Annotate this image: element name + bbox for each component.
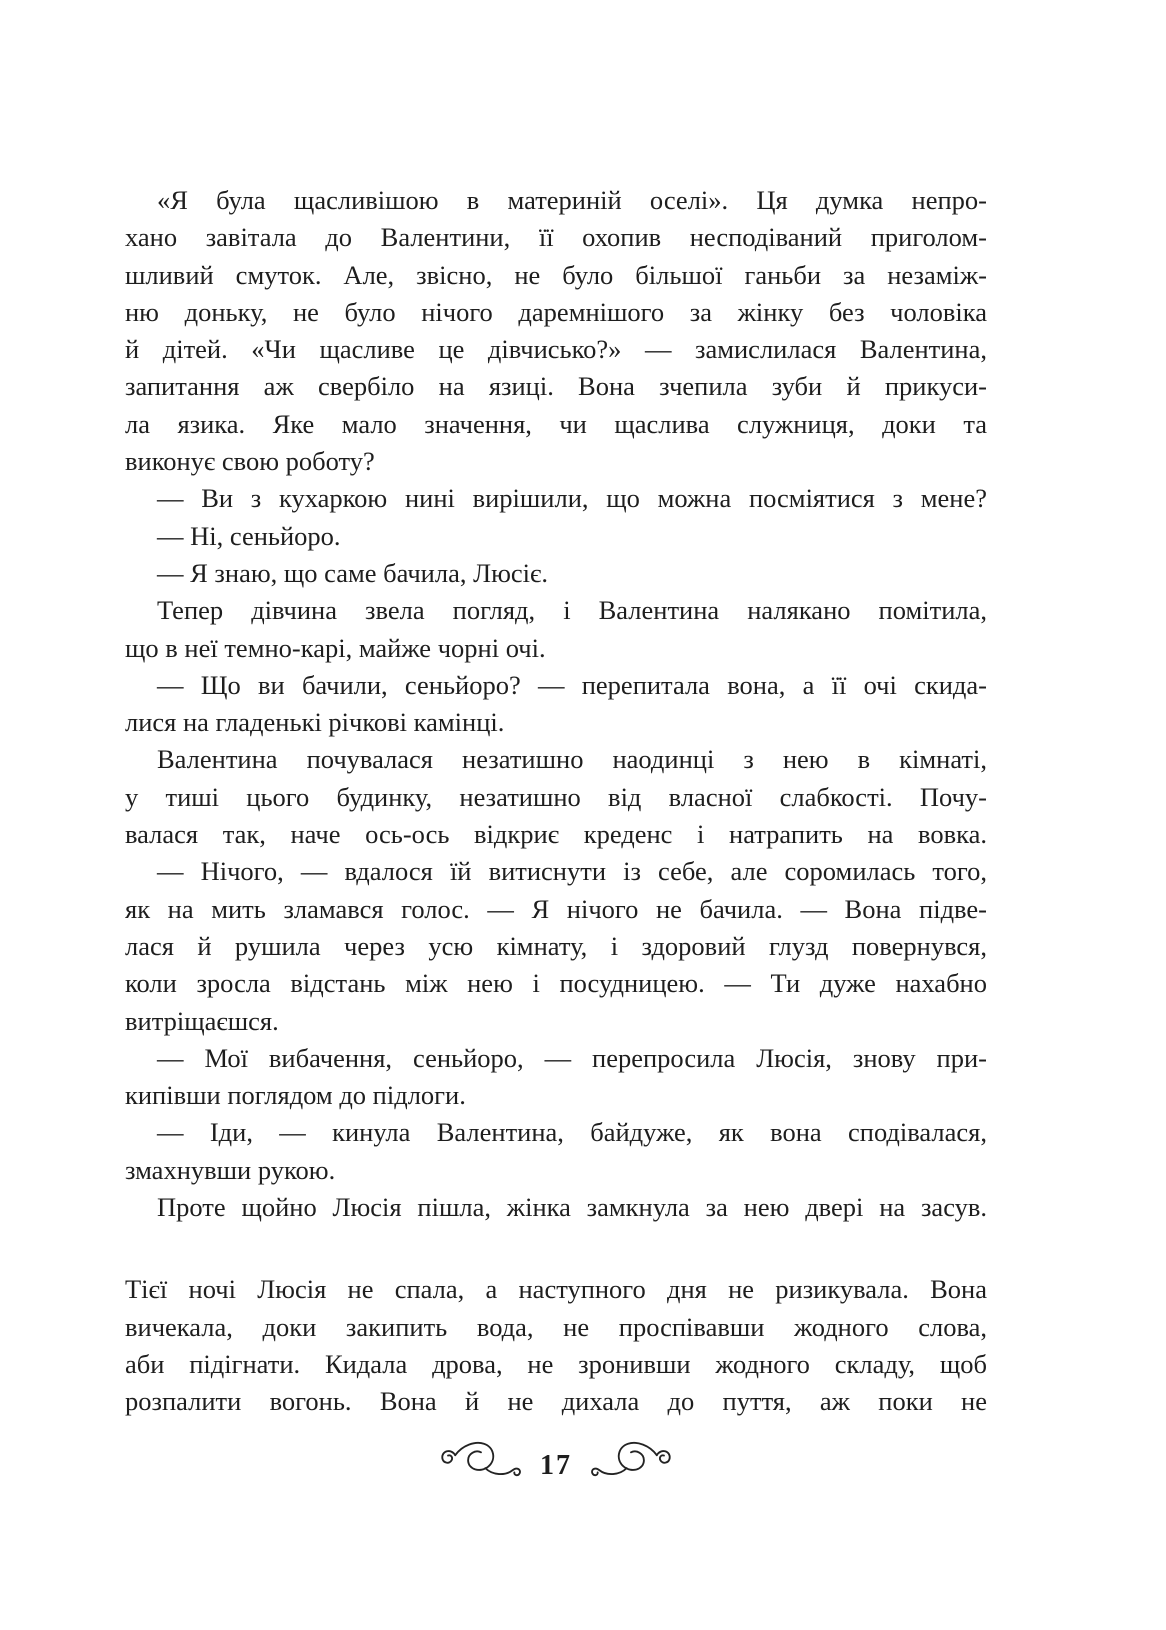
text-line: запитання аж свербіло на язиці. Вона зчепила зуби й прикуси-: [125, 371, 987, 402]
flourish-right-icon: [588, 1438, 674, 1481]
paragraph: [125, 518, 987, 555]
text-line: аби підігнати. Кидала дрова, не зронивши жодного складу, щоб: [125, 1348, 987, 1379]
text-line: коли зросла відстань між нею і посудницею. — Ти дуже нахабно: [125, 968, 987, 999]
text-line: витріщаєшся.: [125, 1005, 279, 1036]
page-footer: [125, 1438, 987, 1481]
text-line: — Ви з кухаркою нині вирішили, що можна посміятися з мене?: [157, 483, 987, 514]
text-line: хано завітала до Валентини, її охопив несподіваний приголом-: [125, 222, 987, 253]
text-line: що в неї темно-карі, майже чорні очі.: [125, 632, 546, 663]
text-line: — Я знаю, що саме бачила, Люсіє.: [157, 557, 548, 588]
paragraph: [125, 555, 987, 592]
text-line: лися на гладенькі річкові камінці.: [125, 707, 505, 738]
text-line: Тієї ночі Люсія не спала, а наступного дня не ризикувала. Вона: [125, 1274, 987, 1305]
text-line: кипівши поглядом до підлоги.: [125, 1080, 466, 1111]
text-line: шливий смуток. Але, звісно, не було більшої ганьби за незаміж-: [125, 259, 987, 290]
paragraph: [125, 1271, 987, 1420]
page-number: 17: [540, 1449, 572, 1481]
page-text: [125, 182, 987, 1421]
text-line: Тепер дівчина звела погляд, і Валентина налякано помітила,: [157, 595, 987, 626]
paragraph: [125, 853, 987, 1039]
paragraph: [125, 1189, 987, 1226]
text-line: змахнувши рукою.: [125, 1154, 336, 1185]
paragraph: [125, 480, 987, 517]
paragraph: [125, 1114, 987, 1189]
paragraph: [125, 741, 987, 853]
text-line: «Я була щасливішою в материній оселі». Ця думка непро-: [157, 185, 987, 215]
text-line: розпалити вогонь. Вона й не дихала до пуття, аж поки не: [125, 1386, 987, 1417]
text-line: лася й рушила через усю кімнату, і здоровий глузд повернувся,: [125, 930, 987, 961]
text-line: як на мить зламався голос. — Я нічого не бачила. — Вона підве-: [125, 893, 987, 924]
text-line: у тиші цього будинку, незатишно від власної слабкості. Почу-: [125, 781, 987, 812]
text-line: — Нічого, — вдалося їй витиснути із себе, але соромилась того,: [157, 856, 987, 887]
paragraph: [125, 1040, 987, 1115]
text-line: Проте щойно Люсія пішла, жінка замкнула за нею двері на засув.: [157, 1192, 987, 1223]
text-line: — Мої вибачення, сеньйоро, — перепросила Люсія, знову при-: [157, 1042, 987, 1073]
paragraph: [125, 667, 987, 742]
text-line: — Ні, сеньйоро.: [157, 520, 341, 551]
text-line: й дітей. «Чи щасливе це дівчисько?» — замислилася Валентина,: [125, 334, 987, 365]
text-line: — Що ви бачили, сеньйоро? — перепитала вона, а її очі скида-: [157, 669, 987, 700]
paragraph: [125, 592, 987, 667]
paragraph: [125, 182, 987, 480]
text-line: валася так, наче ось-ось відкриє креденс і натрапить на вовка.: [125, 819, 987, 850]
text-line: ла язика. Яке мало значення, чи щаслива служниця, доки та: [125, 408, 987, 439]
text-line: Валентина почувалася незатишно наодинці з нею в кімнаті,: [157, 744, 987, 775]
text-line: ню доньку, не було нічого даремнішого за жінку без чоловіка: [125, 296, 987, 327]
text-line: — Іди, — кинула Валентина, байдуже, як вона сподівалася,: [157, 1117, 987, 1148]
text-line: виконує свою роботу?: [125, 446, 375, 477]
flourish-left-icon: [438, 1438, 524, 1481]
text-line: вичекала, доки закипить вода, не проспівавши жодного слова,: [125, 1311, 987, 1342]
